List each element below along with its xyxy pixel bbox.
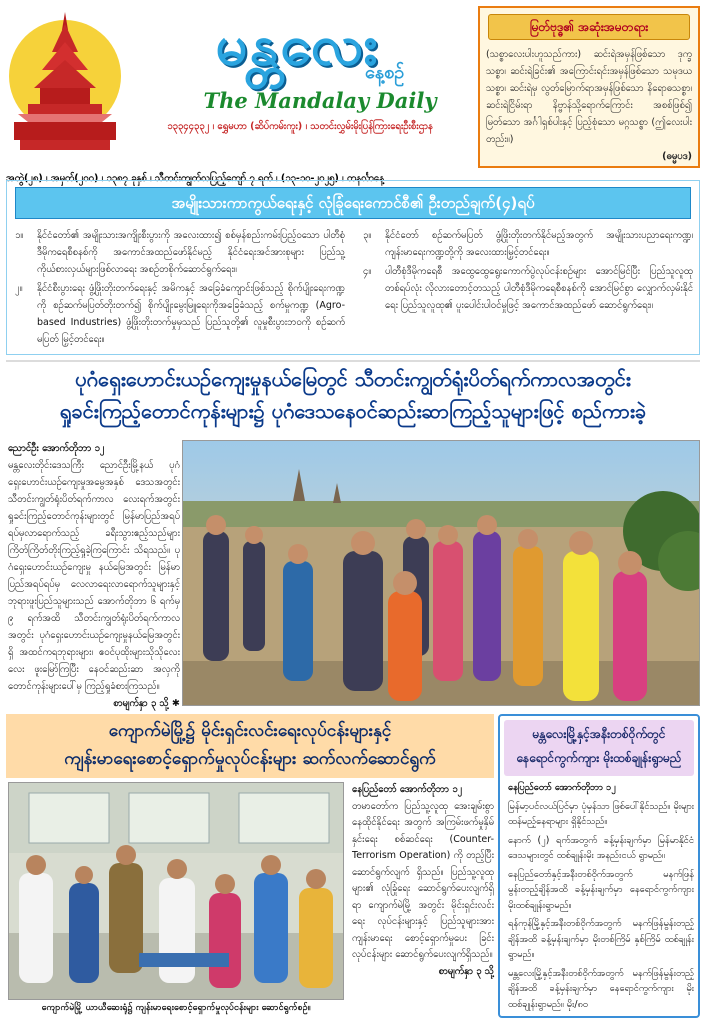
objective-text: နိုင်ငံတော် စဉ်ဆက်မပြတ် ဖွံ့ဖြိုးတိုးတက်နိုင်မည့်အတွက် အမျိုးသားပညာရေးကဏ္ဍ၊ ကျန်းမာရေးကဏ္ဍတို့ကို အလေးထားမြှင့်တင်ရေး။ [385,230,693,258]
weather-paragraph: မန္တလေးမြို့နှင့်အနီးတစ်ဝိုက်အတွက် မနက်ဖြန်မွန်းတည့်ချိန်အထိ ခန့်မှန်းချက်မှာ နေရောင်ကွက်ကျား မိုးထစ်ချုန်းရွာမည်။ မိုး/၈၀ [508,967,694,1010]
weather-paragraph: ရန်ကုန်မြို့နှင့်အနီးတစ်ဝိုက်အတွက် မနက်ဖြန်မွန်းတည့်ချိန်အထိ ခန့်မှန်းချက်မှာ မိုးတစ်ကြိမ် နှစ်ကြိမ် ထစ်ချုန်းရွာမည်။ [508,918,694,960]
weather-body [508,780,694,1015]
masthead-address: ၁၃၃၄၄၃၃၂ ၊ ရွှေမဟာ (ဆိပ်ကမ်းကူး) ၊ သတင်းလွှမ်းမိုးပြန်ကြားရေးဦးစီးဌာန [167,121,433,132]
kyaukme-headline-line1: ကျောက်မဲမြို့၌ မိုင်းရှင်းလင်းရေးလုပ်ငန်းများနှင့် [108,721,392,741]
weather-byline: နေပြည်တော် အောက်တိုဘာ ၁၂ [508,782,616,793]
teaching-title: မြတ်ဗုဒ္ဓ၏ အဆုံးအမတရား [488,14,690,40]
weather-paragraph: မြန်မာ့ပင်လယ်ပြင်မှာ ပုံမှန်သာ ဖြစ်ပေါ်နိုင်သည်။ မိုးများ ထန်မည့်နေရာများ ရှိနိုင်သည်။ [508,800,694,827]
kyaukme-headline [6,714,494,778]
objectives-title: အမျိုးသားကာကွယ်ရေးနှင့် လုံခြုံရေးကောင်စီ၏ ဦးတည်ချက်(၄)ရပ် [15,187,691,219]
masthead-title: မန္တလေး [215,12,380,78]
masthead-subtitle: နေ့စဉ် [365,62,405,83]
weather-headline [504,720,694,776]
weather-headline-line2: နေရောင်ကွက်ကျား မိုးထစ်ချုန်းရွာမည် [516,751,682,765]
objective-item [363,263,693,314]
weather-box [498,714,700,1018]
pagoda-logo [6,6,124,156]
kyaukme-continued: စာမျက်နှာ ၃ သို့ [438,965,494,977]
teaching-text: (သစ္စာလေးပါးဟူသည်ကား) ဆင်းရဲအမှန်ဖြစ်သော ဒုက္ခသစ္စာ၊ ဆင်းရဲခြင်း၏ အကြောင်းရင်းအမှန်ဖြစ်သော သမုဒယသစ္စာ၊ ဆင်းရဲမှ လွတ်မြောက်ရာအမှန်ဖြစ်သော နိရောဓသစ္စာ၊ ဆင်းရဲငြိမ်းရာ နိဗ္ဗာန်သို့ရောက်ကြောင်း အစစ်ဖြစ်၍ မြတ်သော အင်္ဂါရှစ်ပါးနှင့် ပြည့်စုံသော မဂ္ဂသစ္စာ (ဤလေးပါးတည်း။) [486,49,692,145]
bagan-byline: ညောင်ဦး အောက်တိုဘာ ၁၂ [8,443,105,454]
objective-item [15,280,345,348]
bagan-headline-line2: ရှုခင်းကြည့်တောင်ကုန်းများ၌ ပုဂံဒေသနေဝင်ဆည်းဆာကြည့်သူများဖြင့် စည်ကားခဲ့ [59,399,647,423]
teaching-source: (ဓမ္မပဒ) [662,151,692,162]
masthead [0,0,706,168]
objective-number: ၁။ [15,230,24,241]
objectives-column-left [15,227,345,350]
bagan-article-text: မန္တလေးတိုင်းဒေသကြီး ညောင်ဦးမြို့နယ် ပုဂံရှေးဟောင်းယဉ်ကျေးမှုအမွေအနှစ် ဒေသအတွင်း သီတင်းကျွတ်ရုံးပိတ်ရက်ကာလ လေးရက်အတွင်း ရှုခင်းကြည့်တောင်ကုန်းများတွင် မြန်မာပြည်အရပ်ရပ်မှလာရောက်သည့် ခရီးသွားဧည့်သည်များ ကြိတ်ကြိတ်တိုးကြည့်ရှုခဲ့ကြကြောင်း သိရသည်။ ပုဂံရှေးဟောင်းယဉ်ကျေးမှု နယ်မြေအတွင်း မြန်မာပြည်အရပ်ရပ်မှ လေလာရေးလာရောက်သူများနှင့် ဘုရားဖူးပြည်သူများသည် အောက်တိုဘာ ၆ ရက်မှ ၉ ရက်အထိ သီတင်းကျွတ်ရုံးပိတ်ရက်ကာလအတွင်း ပုဂံရှေးဟောင်းယဉ်ကျေးမှုနယ်မြေအတွင်းရှိ အထင်ကရဘုရားများ၊ ဧဝင်ပုထိုးများသိုသိုလေးလေး ဖူးမြော်ကြပြီး နေဝင်ဆည်းဆာ အလှကို တောင်ကုန်းများပေါ်မှ ကြည့်ရှုခံစားကြသည်။ [8,460,180,692]
bagan-sunset-photo [182,440,700,706]
objective-number: ၃။ [363,230,372,241]
objective-text: နိုင်ငံတော်၏ အမျိုးသားအကျိုးစီးပွားကို အလေးထား၍ စစ်မှန်စည်းကမ်းပြည့်ဝသော ပါတီစုံဒီမိုကရေစီစနစ်ကို အကောင်အထည်ဖော်နိုင်မည့် နိုင်ငံရေးအင်အားစုများ ပြည်သူ့ကိုယ်စားလှယ်များဖြစ်လာရေး အစဉ်တစိုက်ဆောင်ရွက်ရေး။ [37,230,345,275]
teaching-body [486,46,692,165]
objective-text: ပါတီစုံဒီမိုကရေစီ အထွေထွေရွေးကောက်ပွဲလုပ်ငန်းစဉ်များ အောင်မြင်ပြီး ပြည်သူလူထုတစ်ရပ်လုံး လိုလားတောင့်တသည့် ပါတီစုံဒီမိုကရေစီစနစ်ကို အောင်မြင်စွာ လျှောက်လှမ်းနိုင်ရေး ပြည်သူလူထု၏ ပူးပေါင်းပါဝင်မှုဖြင့် အကောင်အထည်ဖော် ဆောင်ရွက်ရေး။ [385,266,693,311]
objective-item [15,227,345,278]
issue-info-bar: အတွဲ(၂၈) ၊ အမှတ်(၂၀၀) ၊ ၁၃၈၇ ခုနှစ် ၊ သီတင်းကျွတ်လပြည့်ကျော် ၇ ရက် ၊ (၁၃-၁၀-၂၀၂၅) ၊ တနင်္လာနေ့ [6,173,384,184]
bagan-headline [6,360,700,430]
english-title: The Mandalay Daily [203,88,437,113]
kyaukme-article-body [352,782,494,1018]
health-care-caption: ကျောက်မဲမြို့ ယာယီဆေးရုံ၌ ကျန်းမာရေးစောင့်ရှောက်မှုလုပ်ငန်းများ ဆောင်ရွက်စဉ်။ [41,1003,311,1013]
objective-item [363,227,693,261]
objectives-box [6,180,700,355]
bagan-headline-line1: ပုဂံရှေးဟောင်းယဉ်ကျေးမှုနယ်မြေတွင် သီတင်းကျွတ်ရုံးပိတ်ရက်ကာလအတွင်း [75,367,631,391]
objective-text: နိုင်ငံစီးပွားရေး ဖွံ့ဖြိုးတိုးတက်ရေးနှင့် အမိကနှင့် အခြေခံကျောင်းဖြစ်သည့် စိုက်ပျိုးရေးကဏ္ဍကို စဉ်ဆက်မပြတ်တိုးတက်၍ စိုက်ပျိုးမွေးမြူရေးကိုအခြေခံသည့် စက်မှုကဏ္ဍ (Agro-based Industries) ဖွံ့ဖြိုးတိုးတက်မှုမှသည် ပြည်သူတို့၏ လူမှုစီးပွားဘဝကို စဉ်ဆက်မပြတ် မြှင့်တင်ရေး။ [37,283,345,345]
kyaukme-article-text: တမာတော်က ပြည်သူ့လူထု အေးချမ်းစွာ နေထိုင်နိုင်ရေး အတွက် အကြမ်းဖက်မှုနှိမ်နှင်းရေး စစ်ဆင်ရေး (Counter-Terrorism Operation) ကို တည့်ပြီး ဆောင်ရွက်လျက် ရှိသည်။ ပြည်သူ့လူထုများ၏ လုံခြုံရေး ဆောင်ရွက်ပေးလျက်ရှိရာ ကျောက်မဲမြို့ အတွင်း မိုင်းရှင်းလင်းရေး လုပ်ငန်းများနှင့် ပြည်သူများအား ကျန်းမာရေး စောင့်ရှောက်မှုပေး ခြင်းလုပ်ငန်းများ ဆောင်ရွက်ပေးလျက်ရှိသည်။ [352,800,494,960]
kyaukme-byline: နေပြည်တော် အောက်တိုဘာ ၁၂ [352,784,463,795]
weather-paragraph: နောက် (၂) ရက်အတွက် ခန့်မှန်းချက်မှာ မြန်မာနိုင်ငံ ဒေသများတွင် ထစ်ချုန်းမိုး အနည်းငယ် ရွာမည်။ [508,834,694,861]
kyaukme-headline-line2: ကျန်းမာရေးစောင့်ရှောက်မှုလုပ်ငန်းများ ဆက်လက်ဆောင်ရွက် [64,749,436,769]
objective-number: ၂။ [15,283,23,294]
objectives-column-right [363,227,693,316]
kyaukme-article [6,714,494,1018]
bagan-article-body [8,440,180,709]
weather-headline-line1: မန္တလေးမြို့နှင့်အနီးတစ်ဝိုက်တွင် [532,727,666,741]
weather-paragraph: နေပြည်တော်နှင့်အနီးတစ်ဝိုက်အတွက် မနက်ဖြန်မွန်းတည့်ချိန်အထိ ခန့်မှန်းချက်မှာ နေရောင်ကွက်ကျား မိုးထစ်ချုန်းရွာမည်။ [508,868,694,911]
health-care-photo [8,782,344,1000]
bagan-continued: စာမျက်နှာ ၃ သို့ ✱ [113,698,180,709]
buddha-teaching-box [478,6,700,168]
objective-number: ၄။ [363,266,372,277]
